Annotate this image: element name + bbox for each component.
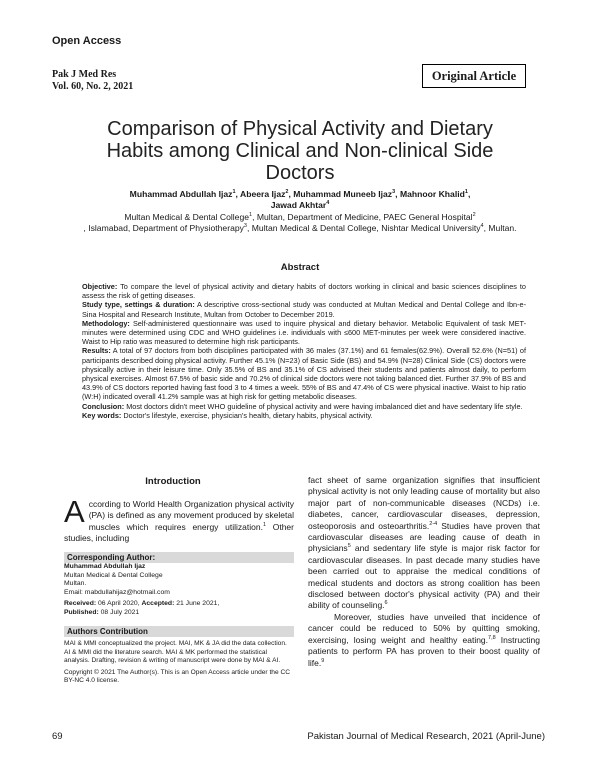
email-label: Email: [64,588,83,596]
citation-sup: 7,8 [488,634,496,641]
objective-label: Objective: [82,282,118,291]
journal-volume: Vol. 60, No. 2, 2021 [52,81,134,92]
affiliation-text: , Multan Medical & Dental College, Nishtar Medical University [246,223,481,233]
accepted-date: 21 June 2021, [176,600,220,608]
journal-citation [52,69,133,93]
author-affil-sup: 3 [392,189,396,196]
corresponding-author-heading: Corresponding Author: [64,552,294,563]
intro-paragraph [308,475,540,612]
methodology-text: Self-administered questionnaire was used to inquire physical and dietary behavior. Metabolic Equivalent of task MET-minutes were determined using CDC and WHO guidelines i.e. individuals with ≤600 MET-minutes per week were considered inactive. Waist to Hip ratio was measured to determine high risk participants. [82,318,526,347]
conclusion-text: Most doctors didn't meet WHO guideline of physical activity and were having imbalanced diet and have sedentary life style. [126,401,523,411]
intro-paragraph [308,612,540,669]
author-affil-sup: 1 [232,189,236,196]
abstract-heading: Abstract [280,262,320,273]
article-type-badge: Original Article [422,64,526,88]
intro-text: Moreover, studies have unveiled that incidence of cancer could be reduced to 50% by quitting smoking, exercising, losing weight and healthy eating. [308,611,540,645]
author-name: Muhammad Muneeb Ijaz [293,189,393,199]
published-date: 08 July 2021 [100,608,140,616]
footer-journal-name: Pakistan Journal of Medical Research, 2021 (April-June) [307,731,545,742]
intro-left-column [64,494,294,545]
intro-text: Instructing patients to perform PA has proven to their boost quality of life. [308,634,541,668]
corresponding-email-row [64,589,294,598]
email-link[interactable]: mabdullahijaz@hotmail.com [84,588,170,596]
author-affil-sup: 2 [285,189,289,196]
abstract-results [82,346,526,401]
intro-text: Other studies, including [64,521,294,544]
study-label: Study type, settings & duration: [82,300,195,310]
author-name: Mahnoor Khalid [399,189,465,199]
intro-text: fact sheet of same organization signifies that insufficient physical activity is not only leading cause of mortality but also major part of non-communicable diseases (NCDs) i.e. diabetes, cancer, cardiovascular diseases, depression, osteoporosis and osteoarthritis. [308,475,540,531]
journal-abbrev: Pak J Med Res [52,69,117,80]
affiliation-text: , Islamabad, Department of Physiotherapy [83,223,244,233]
study-text: A descriptive cross-sectional study was conducted at Multan Medical and Dental College and Ibn-e-Sina Hospital and Research Institute, Multan from October to December 2019. [82,300,527,319]
author-name: Muhammad Abdullah Ijaz [129,189,233,199]
results-text: A total of 97 doctors from both disciplines participated with 36 males (37.1%) and 61 females(62.9%). Overall 52.6% (N=51) of participants described doing physical activity. Further 45.1% (N=23) of Basic Side (BS) and 54.9% (N=28) Clinical Side (CS) doctors were physically active in their leisure time. Only 35.5% of BS and 35.1% of CS advised their students and patients almost daily, to perform physical exercises. Almost 67.5% of basic side and 70.2% of clinical side doctors were not taking balanced diet. Further 37.9% of BS and 43.9% of CS doctors reported having fast food 3 to 4 times a week. 55% of BS and 47.4% of CS were physical inactive. Waist to hip ratio (W:H) indicated overall 41.2% sample was at high risk for getting metabolic diseases. [82,346,526,402]
intro-text: ccording to World Health Organization physical activity (PA) is defined as any movement produced by skeletal muscles which requires energy utilization. [88,499,294,532]
author-list: Muhammad Abdullah Ijaz$^1$, Abeera Ijaz$^2$, Muhammad Muneeb Ijaz$^3$, Mahnoor Khalid$^1$, Jawad Akhtar$^4$ [129,189,471,210]
corresponding-institution: Multan Medical & Dental College [64,571,163,579]
affiliation-text: , Multan. [483,223,517,233]
publication-dates [64,600,294,617]
open-access-label: Open Access [52,35,122,47]
abstract-body [82,282,526,420]
affiliation-text: Multan Medical & Dental College [124,212,250,222]
affiliation-text: , Multan, Department of Medicine, PAEC General Hospital [252,212,473,222]
contribution-text: MAI & MMI conceptualized the project. MAI, MK & JA did the data collection. AI & MMI did the literature search. MAI & MK performed the statistical analysis. Drafting, revision & writing of manuscript were done by MAI & AI. [64,640,287,665]
affil-sup: 1 [249,212,253,219]
author-name: Jawad Akhtar [270,200,327,210]
intro-text: and sedentary life style is major risk factor for cardiovascular diseases. In past decade many studies have been carried out to appraise the medical conditions of medical students and doctors as strong coalition has been disclosed between doctor's physical activity (PA) and their ability of counseling. [308,543,540,611]
citation-sup: 1 [262,521,267,528]
introduction-heading: Introduction [145,476,201,487]
citation-sup: 2-4 [429,520,438,527]
authors-contribution-heading: Authors Contribution [64,626,294,637]
authors-contribution-box [64,640,294,686]
abstract-methodology [82,319,526,347]
copyright-text: Copyright © 2021 The Author(s). This is an Open Access article under the CC BY-NC 4.0 license. [64,668,290,685]
keywords-label: Key words: [82,410,122,420]
methodology-label: Methodology: [82,318,130,328]
intro-right-column [308,475,540,669]
keywords-text: Doctor's lifestyle, exercise, physician's health, dietary habits, physical activity. [123,410,373,420]
received-label: Received: [64,600,97,608]
published-label: Published: [64,608,99,616]
abstract-objective [82,282,526,300]
affil-sup: 2 [472,212,476,219]
page-number: 69 [52,731,63,742]
corresponding-city: Multan. [64,580,87,588]
corresponding-author-box [64,563,294,618]
intro-text: Studies have proven that cardiovascular diseases are leading cause of death in physicians [308,520,540,554]
objective-text: To compare the level of physical activity and dietary habits of doctors working in clinical and basic sciences disciplines to assess the risk of getting diseases. [82,282,526,301]
abstract-study [82,300,526,318]
author-name: Abeera Ijaz [240,189,286,199]
conclusion-label: Conclusion: [82,401,125,411]
citation-sup: 6 [384,600,388,607]
drop-cap: A [64,494,85,529]
author-affil-sup: 4 [326,200,330,207]
received-date: 06 April 2020, [98,600,140,608]
corresponding-author-name: Muhammad Abdullah Ijaz [64,563,146,570]
affil-sup: 3 [243,223,247,230]
affiliations [70,212,530,234]
paper-title: Comparison of Physical Activity and Dietary Habits among Clinical and Non-clinical Side Doctors [106,118,494,184]
citation-sup: 5 [347,543,351,550]
affil-sup: 4 [480,223,484,230]
results-label: Results: [82,346,111,356]
abstract-keywords [82,411,526,420]
accepted-label: Accepted: [141,600,175,608]
citation-sup: 9 [321,657,325,664]
author-affil-sup: 1 [464,189,468,196]
abstract-conclusion [82,402,526,411]
